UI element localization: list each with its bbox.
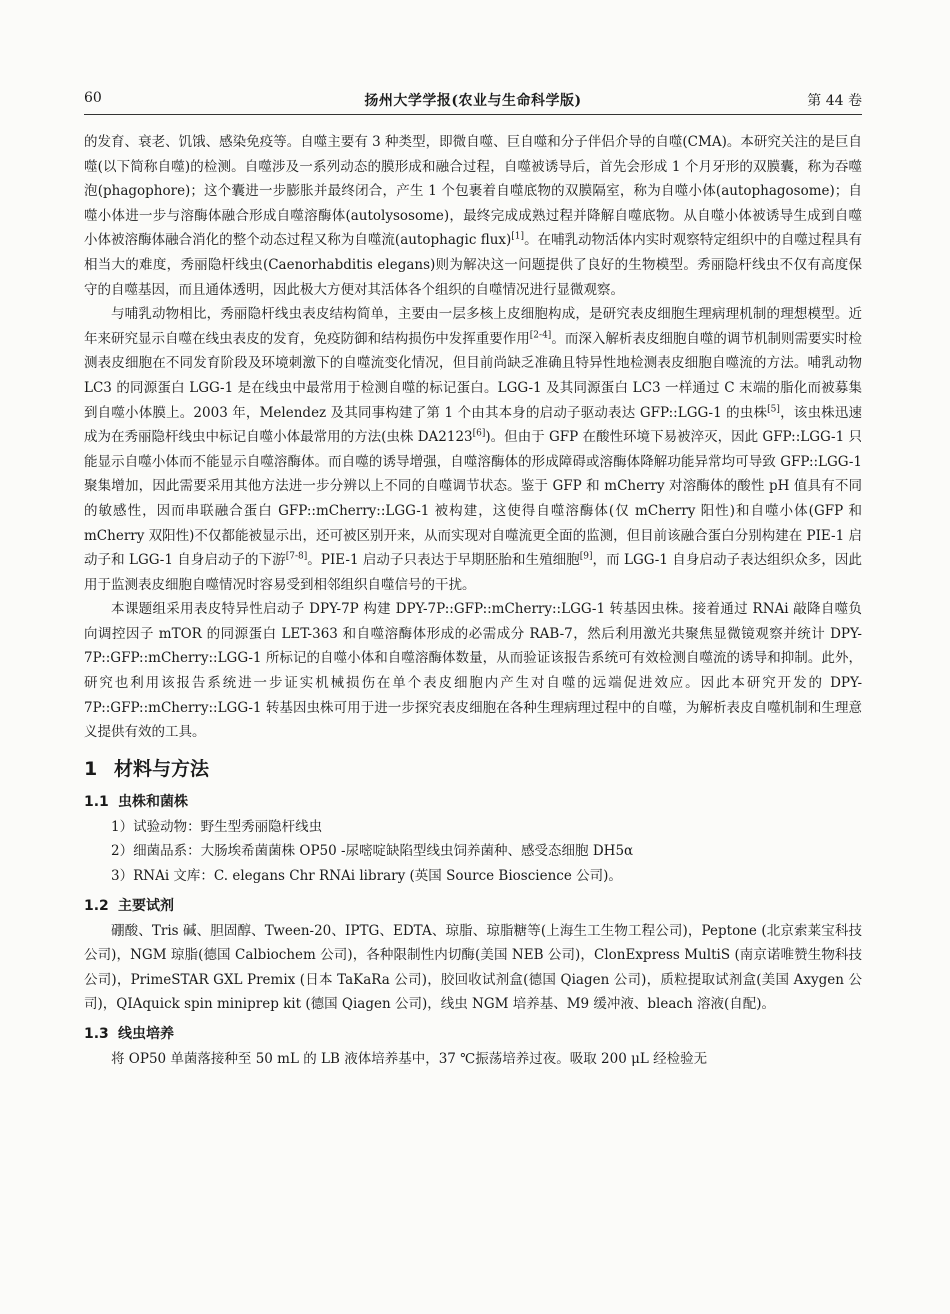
volume-label: 第 44 卷 xyxy=(807,93,862,109)
intro-paragraph-2: 与哺乳动物相比，秀丽隐杆线虫表皮结构简单，主要由一层多核上皮细胞构成，是研究表皮细胞生理病理机制的理想模型。近年来研究显示自噬在线虫表皮的发育，免疫防御和结构损伤中发挥重要作用[2-4]。而深入解析表皮细胞自噬的调节机制则需要实时检测表皮细胞在不同发育阶段及环境刺激下的自噬流变化情况，但目前尚缺乏准确且特异性地检测表皮细胞自噬流的方法。哺乳动物 LC3 的同源蛋白 LGG-1 是在线虫中最常用于检测自噬的标记蛋白。LGG-1 及其同源蛋白 LC3 一样通过 C 末端的脂化而被募集到自噬小体膜上。2003 年，Melendez 及其同事构建了第 1 个由其本身的启动子驱动表达 GFP::LGG-1 的虫株[5]，该虫株迅速成为在秀丽隐杆线虫中标记自噬小体最常用的方法(虫株 DA2123[6])。但由于 GFP 在酸性环境下易被淬灭，因此 GFP::LGG-1 只能显示自噬小体而不能显示自噬溶酶体。而自噬的诱导增强，自噬溶酶体的形成障碍或溶酶体降解功能异常均可导致 GFP::LGG-1 聚集增加，因此需要采用其他方法进一步分辨以上不同的自噬调节状态。鉴于 GFP 和 mCherry 对溶酶体的酸性 pH 值具有不同的敏感性，因而串联融合蛋白 GFP::mCherry::LGG-1 被构建，这使得自噬溶酶体(仅 mCherry 阳性)和自噬小体(GFP 和 mCherry 双阳性)不仅都能被显示出，还可被区别开来，从而实现对自噬流更全面的监测，但目前该融合蛋白分别构建在 PIE-1 启动子和 LGG-1 自身启动子的下游[7-8]。PIE-1 启动子只表达于早期胚胎和生殖细胞[9]，而 LGG-1 自身启动子表达组织众多，因此用于监测表皮细胞自噬情况时容易受到相邻组织自噬信号的干扰。 xyxy=(84,306,863,593)
subsection-title: 线虫培养 xyxy=(118,1026,174,1042)
running-header xyxy=(84,88,862,115)
list-item: 1）试验动物：野生型秀丽隐杆线虫 xyxy=(111,818,323,835)
page-number: 60 xyxy=(84,90,102,106)
subsection-number: 1.1 xyxy=(84,793,109,810)
subsection-heading-reagents xyxy=(84,895,862,917)
subsection-heading-strains xyxy=(84,791,862,813)
culture-paragraph: 将 OP50 单菌落接种至 50 mL 的 LB 液体培养基中，37 ℃振荡培养过夜。吸取 200 μL 经检验无 xyxy=(111,1051,708,1067)
subsection-heading-culture xyxy=(84,1023,862,1045)
list-item: 3）RNAi 文库：C. elegans Chr RNAi library (英国 Source Bioscience 公司)。 xyxy=(111,868,622,885)
intro-paragraph-3: 本课题组采用表皮特异性启动子 DPY-7P 构建 DPY-7P::GFP::mCherry::LGG-1 转基因虫株。接着通过 RNAi 敲降自噬负向调控因子 mTOR 的同源蛋白 LET-363 和自噬溶酶体形成的必需成分 RAB-7，然后利用激光共聚焦显微镜观察并统计 DPY-7P::GFP::mCherry::LGG-1 所标记的自噬小体和自噬溶酶体数量，从而验证该报告系统可有效检测自噬流的诱导和抑制。此外，研究也利用该报告系统进一步证实机械损伤在单个表皮细胞内产生对自噬的远端促进效应。因此本研究开发的 DPY-7P::GFP::mCherry::LGG-1 转基因虫株可用于进一步探究表皮细胞在各种生理病理过程中的自噬，为解析表皮自噬机制和生理意义提供有效的工具。 xyxy=(84,601,862,741)
section-heading-materials-methods xyxy=(84,755,862,783)
section-number: 1 xyxy=(84,757,98,780)
subsection-number: 1.2 xyxy=(84,897,109,914)
article-body xyxy=(84,130,862,1072)
list-item: 2）细菌品系：大肠埃希菌菌株 OP50 -尿嘧啶缺陷型线虫饲养菌种、感受态细胞 DH5α xyxy=(111,843,634,860)
journal-title: 扬州大学学报(农业与生命科学版) xyxy=(364,93,582,109)
reagents-paragraph: 硼酸、Tris 碱、胆固醇、Tween-20、IPTG、EDTA、琼脂、琼脂糖等(上海生工生物工程公司)，Peptone (北京索莱宝科技公司)，NGM 琼脂(德国 Calbiochem 公司)，各种限制性内切酶(美国 NEB 公司)，ClonExpress MultiS (南京诺唯赞生物科技公司)，PrimeSTAR GXL Premix (日本 TaKaRa 公司)，胶回收试剂盒(德国 Qiagen 公司)，质粒提取试剂盒(美国 Axygen 公司)，QIAquick spin miniprep kit (德国 Qiagen 公司)，线虫 NGM 培养基、M9 缓冲液、bleach 溶液(自配)。 xyxy=(84,922,862,1013)
section-title: 材料与方法 xyxy=(114,757,210,780)
subsection-title: 虫株和菌株 xyxy=(118,793,188,810)
subsection-title: 主要试剂 xyxy=(118,897,174,914)
intro-paragraph-1: 的发育、衰老、饥饿、感染免疫等。自噬主要有 3 种类型，即微自噬、巨自噬和分子伴侣介导的自噬(CMA)。本研究关注的是巨自噬(以下简称自噬)的检测。自噬涉及一系列动态的膜形成和融合过程，自噬被诱导后，首先会形成 1 个月牙形的双膜囊，称为吞噬泡(phagophore)；这个囊进一步膨胀并最终闭合，产生 1 个包裹着自噬底物的双膜隔室，称为自噬小体(autophagosome)；自噬小体进一步与溶酶体融合形成自噬溶酶体(autolysosome)，最终完成成熟过程并降解自噬底物。从自噬小体被诱导生成到自噬小体被溶酶体融合消化的整个动态过程又称为自噬流(autophagic flux)[1]。在哺乳动物活体内实时观察特定组织中的自噬过程具有相当大的难度，秀丽隐杆线虫(Caenorhabditis elegans)则为解决这一问题提供了良好的生物模型。秀丽隐杆线虫不仅有高度保守的自噬基因，而且通体透明，因此极大方便对其活体各个组织的自噬情况进行显微观察。 xyxy=(84,134,863,298)
subsection-number: 1.3 xyxy=(84,1026,109,1042)
